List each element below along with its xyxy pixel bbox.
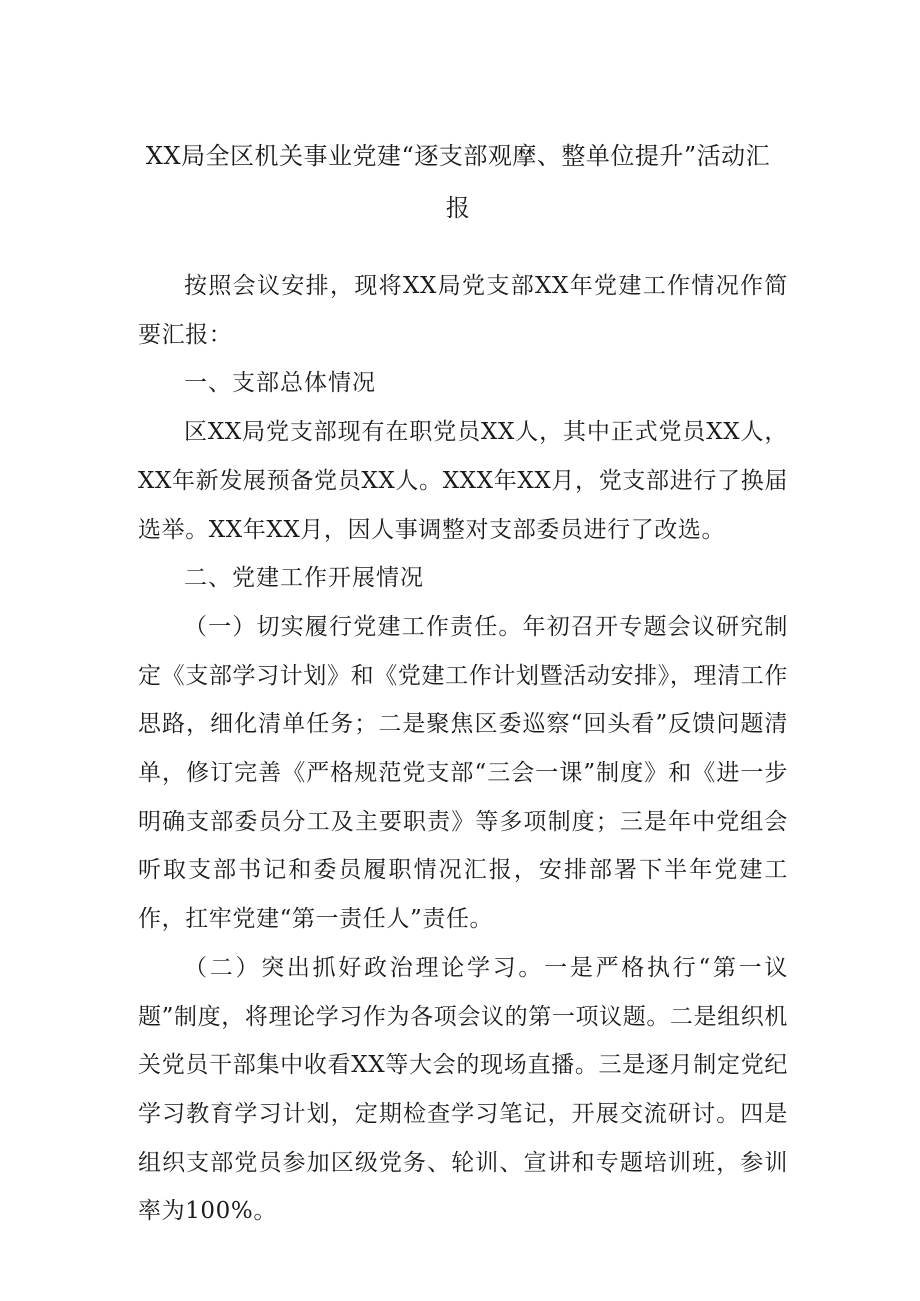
section-1-heading: 一、支部总体情况	[184, 370, 376, 397]
section-2-item-2: （二）突出抓好政治理论学习。一是严格执行“第一议题”制度，将理论学习作为各项会议的第一项议题。二是组织机关党员干部集中收看XX等大会的现场直播。三是逐月制定党纪学习教育学习计划，定期检查学习笔记，开展交流研讨。四是组织支部党员参加区级党务、轮训、宣讲和专题培训班，参训率为100%。	[138, 954, 788, 1225]
section-2-heading: 二、党建工作开展情况	[184, 565, 424, 592]
title-line-2: 报	[445, 194, 471, 222]
document-title	[138, 132, 778, 232]
section-2-item-1: （一）切实履行党建工作责任。年初召开专题会议研究制定《支部学习计划》和《党建工作计划暨活动安排》，理清工作思路，细化清单任务；二是聚焦区委巡察“回头看”反馈问题清单，修订完善《严格规范党支部“三会一课”制度》和《进一步明确支部委员分工及主要职责》等多项制度；三是年中党组会听取支部书记和委员履职情况汇报，安排部署下半年党建工作，扛牢党建“第一责任人”责任。	[138, 613, 788, 933]
document-body	[138, 262, 788, 1236]
intro-paragraph: 按照会议安排，现将XX局党支部XX年党建工作情况作简要汇报：	[138, 273, 788, 348]
section-1-paragraph: 区XX局党支部现有在职党员XX人，其中正式党员XX人，XX年新发展预备党员XX人。XXX年XX月，党支部进行了换届选举。XX年XX月，因人事调整对支部委员进行了改选。	[138, 419, 788, 543]
title-line-1: XX局全区机关事业党建“逐支部观摩、整单位提升”活动汇	[145, 142, 771, 170]
